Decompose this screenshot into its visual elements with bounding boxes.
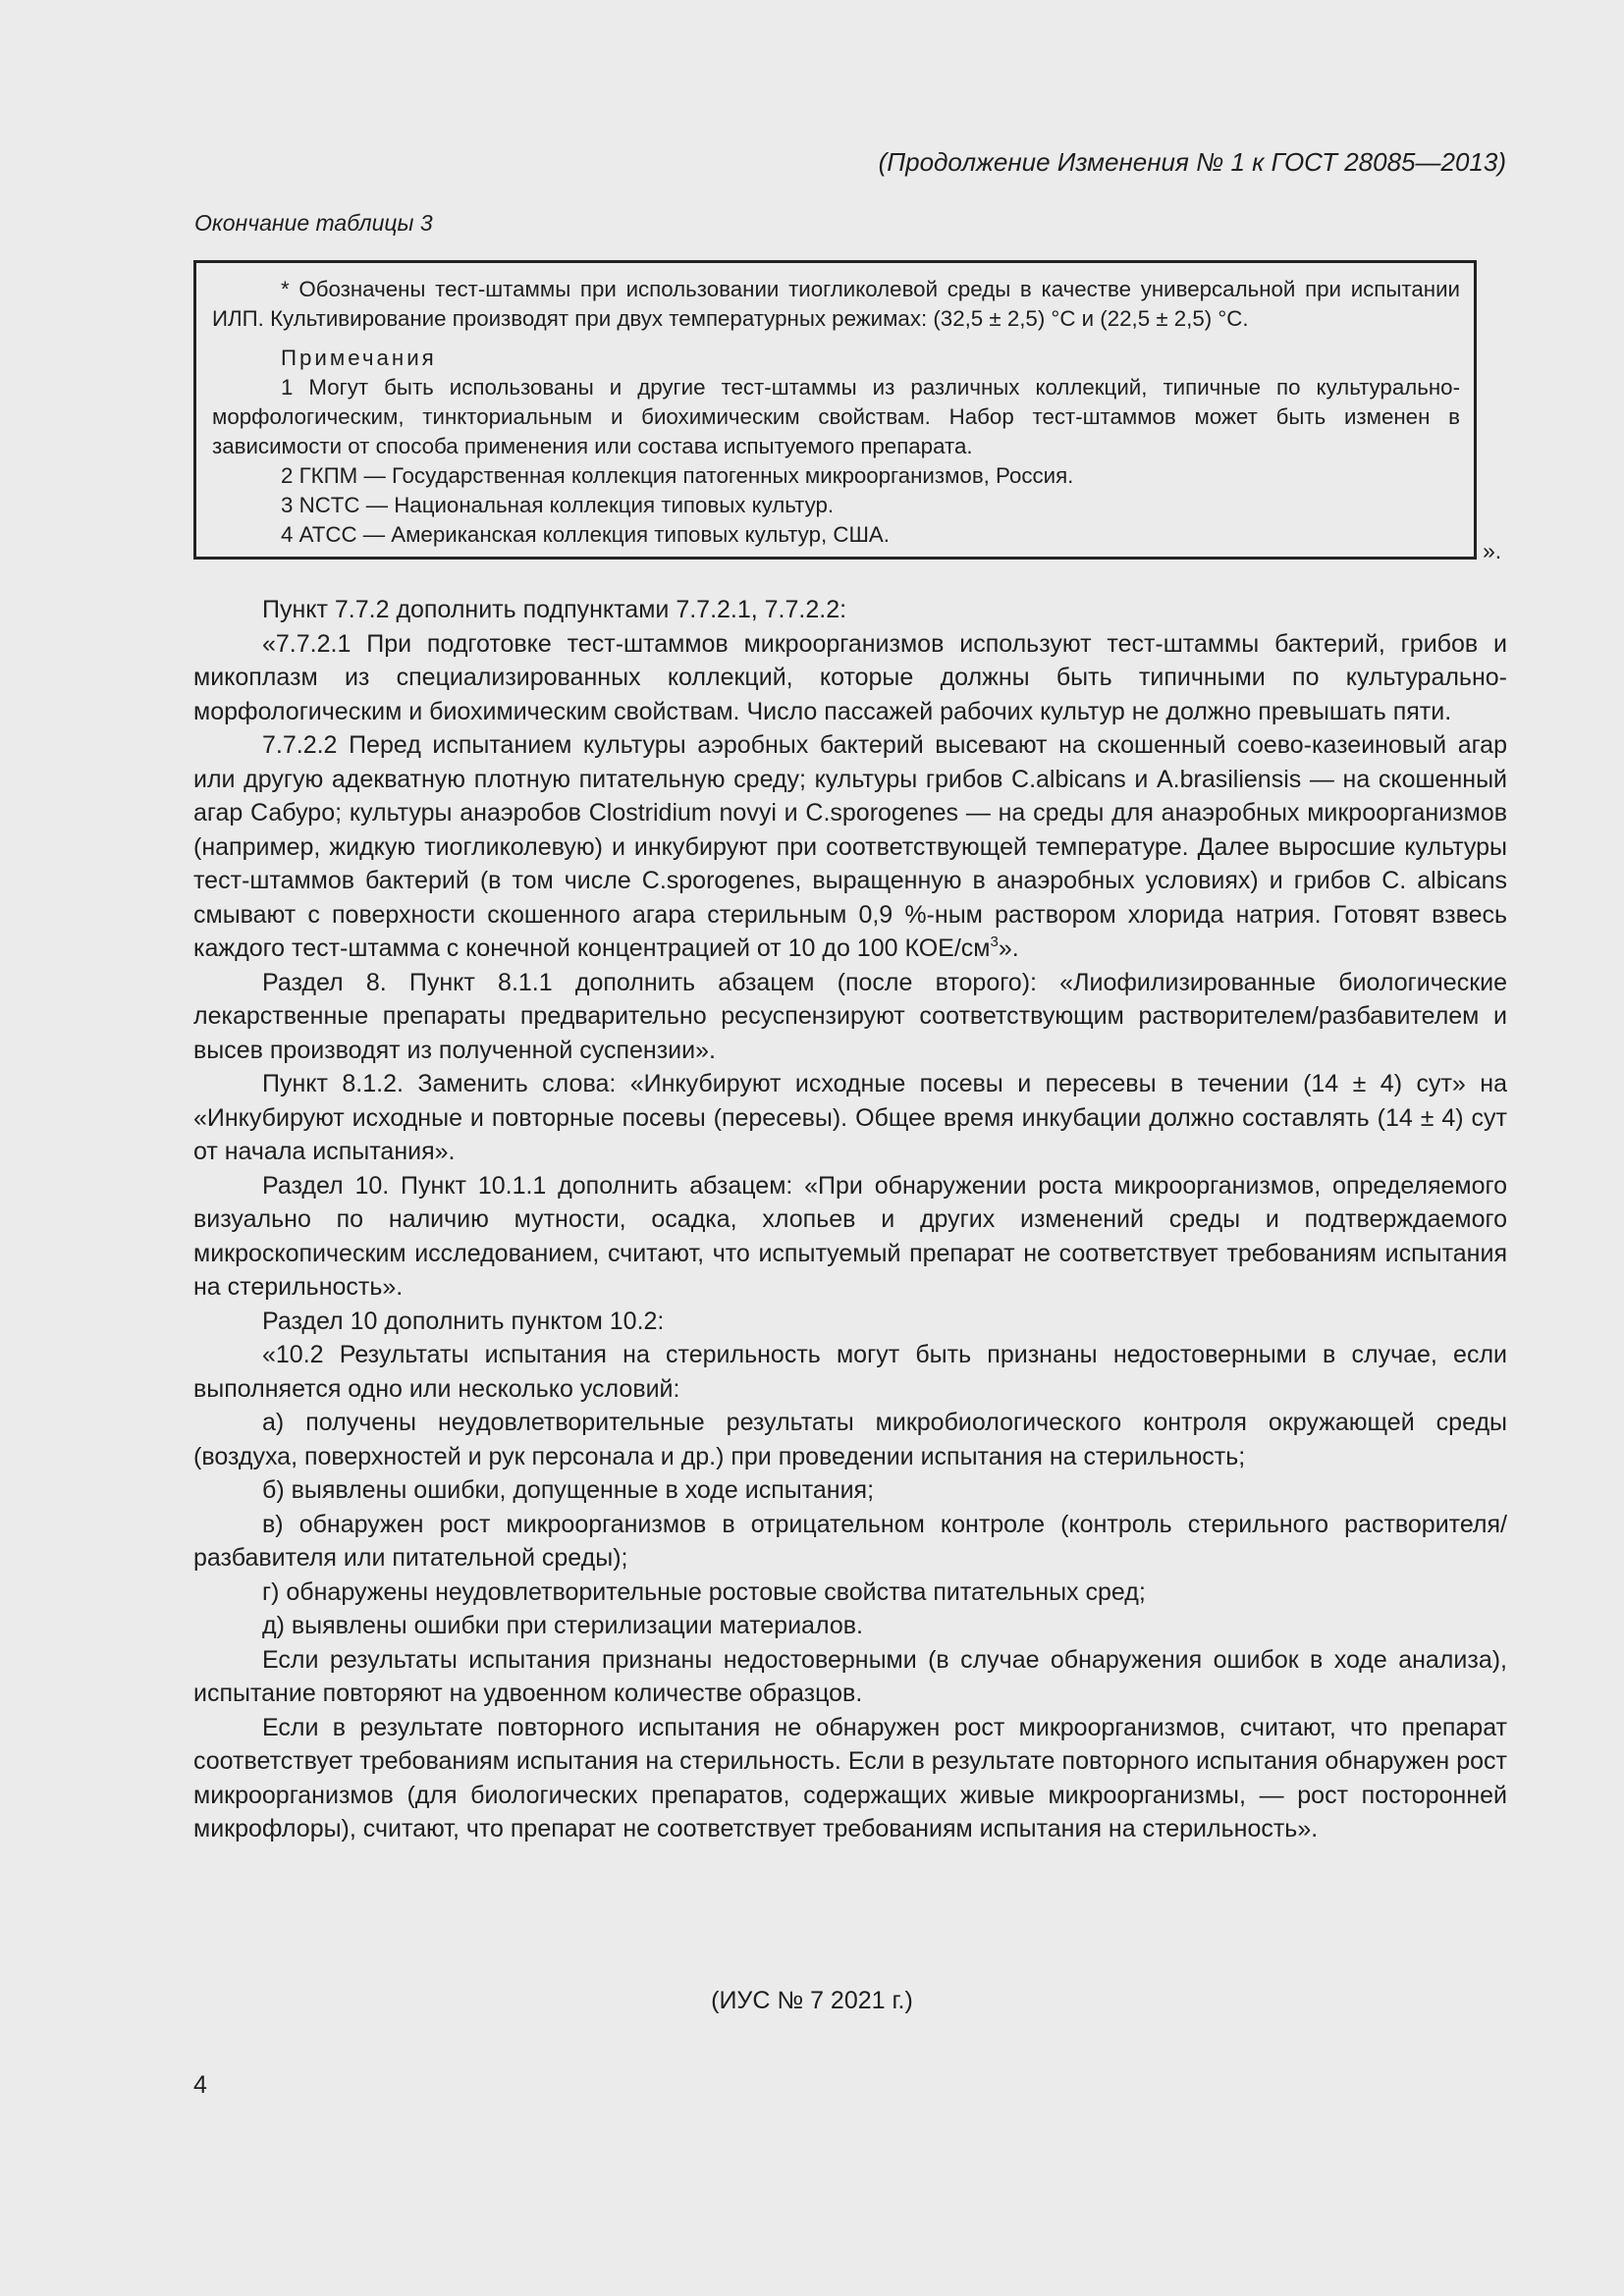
list-item: а) получены неудовлетворительные результаты микробиологического контроля окружающей среды (воздуха, поверхностей и рук персонала и др.) при проведении испытания на стерильность; bbox=[193, 1409, 1507, 1470]
paragraph-main: 7.7.2.2 Перед испытанием культуры аэробных бактерий высевают на скошенный соево-казеиновый агар или другую адекватную плотную питательную среду; культуры грибов C.albicans и A.brasiliensis — на скошенный агар Сабуро; культуры анаэробов Clostridium novyi и C.sporogenes — на среды для анаэробных микроорганизмов (например, жидкую тиогликолевую) и инкубируют при соответствующей температуре. Далее выросшие культуры тест-штаммов бактерий (в том числе C.sporogenes, выращенную в анаэробных условиях) и грибов C. albicans смывают с поверхности скошенного агара стерильным 0,9 %-ным раствором хлорида натрия. Готовят взвесь каждого тест-штамма с конечной концентрацией от 10 до 100 КОЕ/см bbox=[193, 731, 1507, 962]
list-item: д) выявлены ошибки при стерилизации материалов. bbox=[262, 1612, 863, 1639]
paragraph: Если результаты испытания признаны недостоверными (в случае обнаружения ошибок в ходе анализа), испытание повторяют на удвоенном количестве образцов. bbox=[193, 1645, 1507, 1707]
paragraph: Пункт 7.7.2 дополнить подпунктами 7.7.2.1, 7.7.2.2: bbox=[262, 596, 847, 623]
table-closing-quote: ». bbox=[1483, 538, 1502, 563]
paragraph: Раздел 10 дополнить пунктом 10.2: bbox=[262, 1307, 665, 1335]
paragraph: «10.2 Результаты испытания на стерильность могут быть признаны недостоверными в случае, если выполняется одно или несколько условий: bbox=[193, 1341, 1507, 1403]
list-item: в) обнаружен рост микроорганизмов в отрицательном контроле (контроль стерильного растворителя/разбавителя или питательной среды); bbox=[193, 1510, 1507, 1572]
superscript: 3 bbox=[990, 934, 999, 950]
paragraph: Раздел 8. Пункт 8.1.1 дополнить абзацем (после второго): «Лиофилизированные биологические лекарственные препараты предварительно ресуспензируют соответствующим растворителем/разбавителем и высев производят из полученной суспензии». bbox=[193, 968, 1507, 1064]
note-item: 1 Могут быть использованы и другие тест-штаммы из различных коллекций, типичные по культурально-морфологическим, тинкториальным и биохимическим свойствам. Набор тест-штаммов может быть изменен в зависимости от способа применения или состава испытуемого препарата. bbox=[212, 375, 1460, 458]
paragraph bbox=[193, 728, 1507, 966]
page-number: 4 bbox=[193, 2071, 207, 2099]
paragraph: Раздел 10. Пункт 10.1.1 дополнить абзацем: «При обнаружении роста микроорганизмов, определяемого визуально по наличию мутности, осадка, хлопьев и других изменений среды и подтверждаемого микроскопическим исследованием, считают, что испытуемый препарат не соответствует требованиям испытания на стерильность». bbox=[193, 1171, 1507, 1301]
table-caption: Окончание таблицы 3 bbox=[194, 210, 433, 236]
paragraph: Пункт 8.1.2. Заменить слова: «Инкубируют исходные посевы и пересевы в течении (14 ± 4) сут» на «Инкубируют исходные и повторные посевы (пересевы). Общее время инкубации должно составлять (14 ± 4) сут от начала испытания». bbox=[193, 1070, 1507, 1165]
table-notes-box bbox=[193, 260, 1477, 560]
note-item: 3 NCTC — Национальная коллекция типовых культур. bbox=[281, 493, 835, 517]
note-item: 4 АТСС — Американская коллекция типовых культур, США. bbox=[281, 522, 890, 547]
page-header: (Продолжение Изменения № 1 к ГОСТ 28085—2013) bbox=[878, 147, 1506, 177]
table-footnote: * Обозначены тест-штаммы при использовании тиогликолевой среды в качестве универсальной при испытании ИЛП. Культивирование производят при двух температурных режимах: (32,5 ± 2,5) °С и (22,5 ± 2,5) °С. bbox=[212, 277, 1460, 331]
list-item: г) обнаружены неудовлетворительные ростовые свойства питательных сред; bbox=[262, 1577, 1146, 1606]
paragraph: «7.7.2.1 При подготовке тест-штаммов микроорганизмов используют тест-штаммы бактерий, грибов и микоплазм из специализированных коллекций, которые должны быть типичными по культурально-морфологическим и биохимическим свойствам. Число пассажей рабочих культур не должно превышать пяти. bbox=[193, 629, 1507, 725]
paragraph-end: ». bbox=[998, 934, 1019, 962]
paragraph: Если в результате повторного испытания не обнаружен рост микроорганизмов, считают, что препарат соответствует требованиям испытания на стерильность. Если в результате повторного испытания обнаружен рост микроорганизмов (для биологических препаратов, содержащих живые микроорганизмы, — рост посторонней микрофлоры), считают, что препарат не соответствует требованиям испытания на стерильность». bbox=[193, 1713, 1507, 1842]
notes-heading bbox=[212, 344, 1460, 373]
list-item: б) выявлены ошибки, допущенные в ходе испытания; bbox=[262, 1476, 875, 1504]
note-item: 2 ГКПМ — Государственная коллекция патогенных микроорганизмов, Россия. bbox=[281, 463, 1074, 488]
document-body bbox=[193, 593, 1507, 1846]
notes-heading-text: Примечания bbox=[281, 346, 437, 370]
publication-reference: (ИУС № 7 2021 г.) bbox=[711, 1987, 913, 2014]
